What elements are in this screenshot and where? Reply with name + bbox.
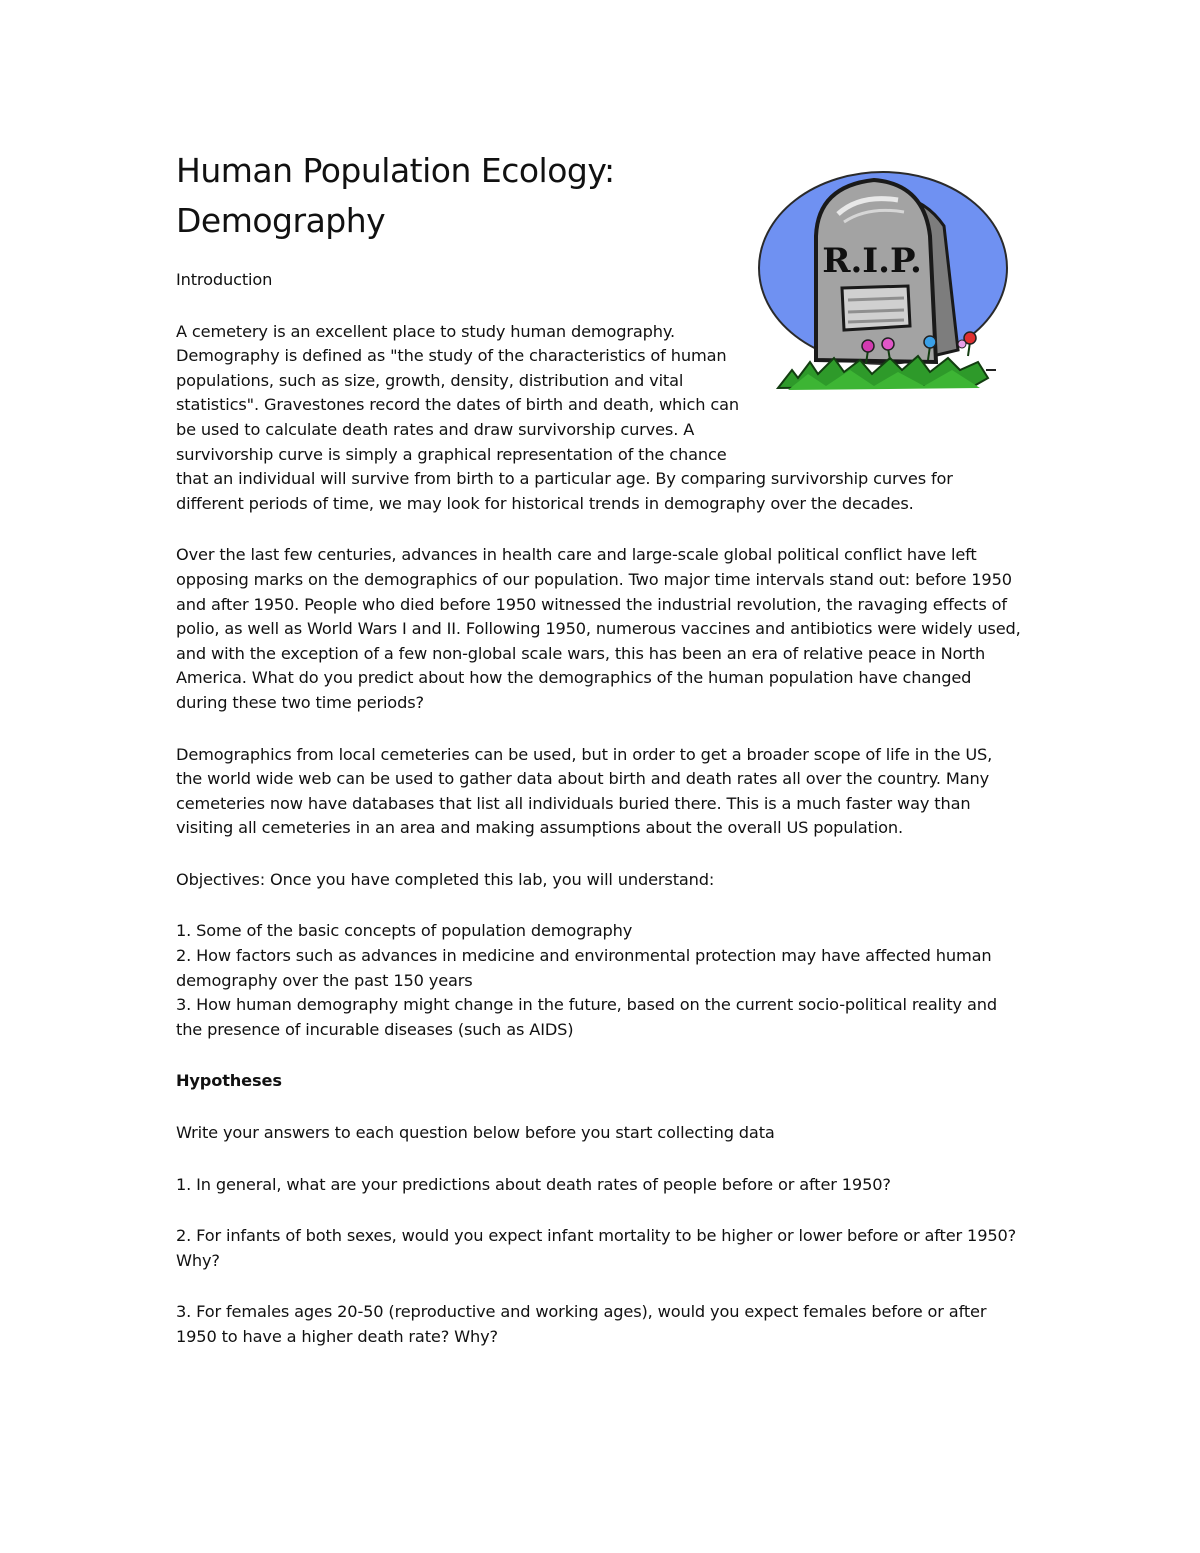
objective-item: 1. Some of the basic concepts of population demography <box>176 921 633 941</box>
hypothesis-question: 3. For females ages 20-50 (reproductive and working ages), would you expect females before or after 1950 to have a higher death rate? Why? <box>176 1302 987 1346</box>
title-line-1: Human Population Ecology: <box>176 151 615 190</box>
document-title <box>176 146 615 246</box>
hypothesis-question: 2. For infants of both sexes, would you expect infant mortality to be higher or lower before or after 1950? Why? <box>176 1226 1017 1270</box>
hypothesis-question: 1. In general, what are your predictions about death rates of people before or after 1950? <box>176 1174 891 1194</box>
hypotheses-instruction: Write your answers to each question below before you start collecting data <box>176 1123 775 1143</box>
hypotheses-heading: Hypotheses <box>176 1071 282 1091</box>
objective-item: 3. How human demography might change in the future, based on the current socio-political reality and the presence of incurable diseases (such as AIDS) <box>176 995 997 1039</box>
objectives-list <box>176 919 1022 1042</box>
objectives-intro: Objectives: Once you have completed this lab, you will understand: <box>176 869 715 889</box>
title-line-2: Demography <box>176 201 386 240</box>
document-body <box>176 268 1022 1350</box>
intro-paragraph-1: A cemetery is an excellent place to study human demography. Demography is defined as "the study of the characteristics of human populations, such as size, growth, density, distribution and vital statistics". Gravestones record the dates of birth and death, which can be used to calculate death rates and draw survivorship curves. A survivorship curve is simply a graphical representation of the chance that an individual will survive from birth to a particular age. By comparing survivorship curves for different periods of time, we may look for historical trends in demography over the decades. <box>176 321 953 513</box>
clipart-spacer <box>750 320 1022 448</box>
intro-paragraph-3: Demographics from local cemeteries can be used, but in order to get a broader scope of life in the US, the world wide web can be used to gather data about birth and death rates all over the country. Many cemeteries now have databases that list all individuals buried there. This is a much faster way than visiting all cemeteries in an area and making assumptions about the overall US population. <box>176 744 993 838</box>
objective-item: 2. How factors such as advances in medicine and environmental protection may have affected human demography over the past 150 years <box>176 946 992 990</box>
intro-paragraph-2: Over the last few centuries, advances in health care and large-scale global political conflict have left opposing marks on the demographics of our population. Two major time intervals stand out: before 1950 and after 1950. People who died before 1950 witnessed the industrial revolution, the ravaging effects of polio, as well as World Wars I and II. Following 1950, numerous vaccines and antibiotics were widely used, and with the exception of a few non-global scale wars, this has been an era of relative peace in North America. What do you predict about how the demographics of the human population have changed during these two time periods? <box>176 545 1021 712</box>
rip-text: R.I.P. <box>822 241 922 281</box>
intro-heading: Introduction <box>176 270 273 289</box>
